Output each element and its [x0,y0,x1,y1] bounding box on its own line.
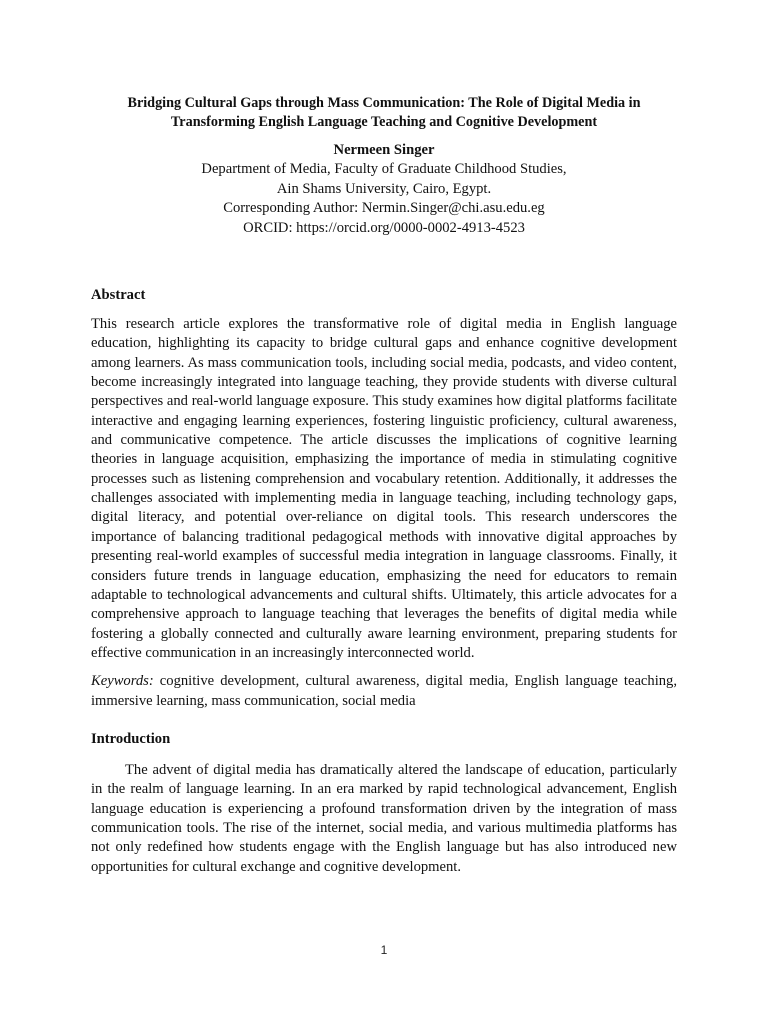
introduction-text: The advent of digital media has dramatically altered the landscape of education, particularly in the realm of language learning. In an era marked by rapid technological advancement, English language education is experiencing a profound transformation driven by the integration of mass communication tools. The rise of the internet, social media, and various multimedia platforms has not only redefined how students engage with the English language but has also introduced new opportunities for cultural exchange and cognitive development. [91,761,677,875]
author-orcid: ORCID: https://orcid.org/0000-0002-4913-4523 [243,219,525,236]
title-line-2: Transforming English Language Teaching and Cognitive Development [170,114,598,130]
author-name: Nermeen Singer [333,142,435,158]
keywords-text: cognitive development, cultural awareness, digital media, English language teaching, immersive learning, mass communication, social media [91,673,677,709]
abstract-heading: Abstract [91,287,146,304]
paper-page [91,94,677,877]
keywords [91,672,677,711]
author-affiliation-line-2: Ain Shams University, Cairo, Egypt. [276,180,492,197]
abstract-text: This research article explores the transformative role of digital media in English language education, highlighting its capacity to bridge cultural gaps and enhance cognitive development among learners. As mass communication tools, including social media, podcasts, and video content, become increasingly integrated into language teaching, they provide students with diverse cultural perspectives and real-world language exposure. This study examines how digital platforms facilitate interactive and engaging learning experiences, fostering linguistic proficiency, cultural awareness, and communicative competence. The article discusses the implications of cognitive learning theories in language acquisition, emphasizing the importance of media in stimulating cognitive processes such as listening comprehension and vocabulary retention. Additionally, it addresses the challenges associated with implementing media in language teaching, including technology gaps, digital literacy, and potential over-reliance on digital tools. This research underscores the importance of balancing traditional pedagogical methods with innovative digital approaches by presenting real-world examples of successful media integration in language classrooms. Finally, it considers future trends in language education, emphasizing the need for educators to remain adaptable to technological advancements and cultural shifts. Ultimately, this article advocates for a comprehensive approach to language teaching that leverages the benefits of digital media while fostering a globally connected and culturally aware learning environment, preparing students for effective communication in an increasingly interconnected world. [91,316,677,661]
title-line-1: Bridging Cultural Gaps through Mass Communication: The Role of Digital Media in [127,95,641,111]
paper-title [91,94,677,132]
introduction-heading: Introduction [91,730,171,747]
corresponding-author: Corresponding Author: Nermin.Singer@chi.asu.edu.eg [223,200,545,217]
page-number: 1 [380,943,388,957]
author-block [91,141,677,238]
author-affiliation-line-1: Department of Media, Faculty of Graduate Childhood Studies, [201,161,567,178]
keywords-label: Keywords: [91,673,154,690]
